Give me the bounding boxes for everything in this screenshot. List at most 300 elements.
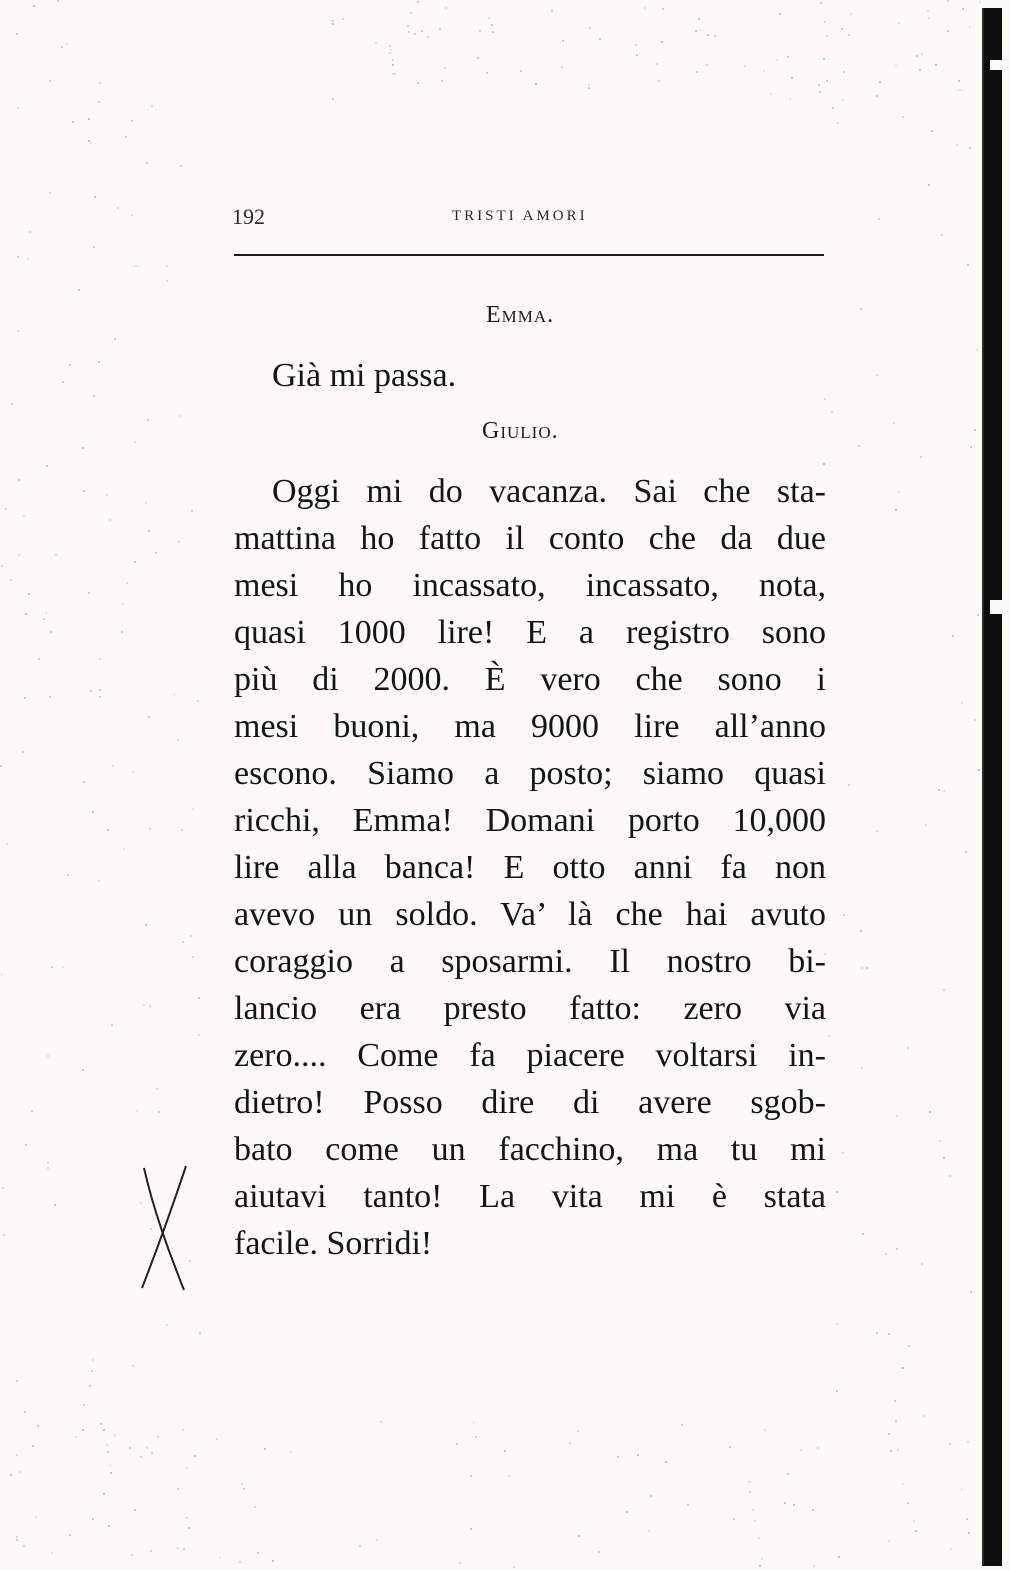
paper-speckle (976, 349, 978, 351)
paper-speckle (477, 57, 479, 59)
page-number: 192 (232, 204, 265, 229)
paper-speckle (18, 479, 20, 481)
paper-speckle (33, 5, 35, 7)
paper-speckle (895, 509, 897, 511)
paper-speckle (197, 700, 199, 702)
paper-speckle (10, 1474, 12, 1476)
paper-speckle (520, 70, 522, 72)
paper-speckle (935, 64, 937, 66)
paper-speckle (779, 13, 781, 15)
paper-speckle (826, 80, 828, 82)
paper-speckle (143, 1004, 145, 1006)
paper-speckle (111, 1024, 113, 1026)
paper-speckle (148, 716, 150, 718)
paper-speckle (166, 265, 168, 267)
paper-speckle (61, 46, 63, 48)
paper-speckle (915, 1530, 917, 1532)
paper-speckle (569, 1442, 571, 1444)
paper-speckle (876, 95, 878, 97)
paper-speckle (376, 1539, 378, 1541)
paper-speckle (158, 1111, 160, 1113)
paper-speckle (427, 36, 429, 38)
paper-speckle (414, 33, 416, 35)
paper-speckle (99, 82, 101, 84)
paper-speckle (974, 719, 976, 721)
paper-speckle (967, 1441, 969, 1443)
paper-speckle (896, 1115, 898, 1117)
paper-speckle (687, 1504, 689, 1506)
paper-speckle (843, 914, 845, 916)
paper-speckle (970, 1291, 972, 1293)
paper-speckle (126, 582, 128, 584)
paper-speckle (131, 214, 133, 216)
paper-speckle (913, 1520, 915, 1522)
paper-speckle (257, 1552, 259, 1554)
paper-speckle (848, 34, 850, 36)
paper-speckle (37, 1425, 39, 1427)
paper-speckle (943, 790, 945, 792)
paper-speckle (648, 1530, 650, 1532)
paper-speckle (149, 1005, 151, 1007)
paper-speckle (637, 1454, 639, 1456)
paper-speckle (862, 1233, 864, 1235)
paper-speckle (459, 1562, 461, 1564)
paper-speckle (150, 1550, 152, 1552)
paper-speckle (956, 144, 958, 146)
paper-speckle (661, 41, 663, 43)
paper-speckle (99, 689, 101, 691)
paper-speckle (535, 83, 537, 85)
dialogue-line: ricchi, Emma! Domani porto 10,000 (234, 802, 826, 839)
paper-speckle (134, 441, 136, 443)
paper-speckle (23, 1545, 25, 1547)
paper-speckle (66, 43, 68, 45)
paper-speckle (90, 142, 92, 144)
paper-speckle (636, 54, 638, 56)
paper-speckle (186, 1517, 188, 1519)
dialogue-line: Oggi mi do vacanza. Sai che sta- (272, 473, 826, 510)
paper-speckle (98, 361, 100, 363)
paper-speckle (243, 1488, 245, 1490)
paper-speckle (828, 1035, 830, 1037)
paper-speckle (179, 415, 181, 417)
paper-speckle (43, 618, 45, 620)
paper-speckle (962, 8, 964, 10)
paper-speckle (836, 1390, 838, 1392)
paper-speckle (62, 966, 64, 968)
paper-speckle (89, 1385, 91, 1387)
paper-speckle (98, 101, 100, 103)
paper-speckle (929, 1111, 931, 1113)
paper-speckle (198, 997, 200, 999)
paper-speckle (979, 1, 981, 3)
paper-speckle (16, 1539, 18, 1541)
paper-speckle (513, 1566, 515, 1568)
paper-speckle (729, 1446, 731, 1448)
paper-speckle (787, 1473, 789, 1475)
paper-speckle (198, 1034, 200, 1036)
dialogue-line: quasi 1000 lire! E a registro sono (234, 614, 826, 651)
handwritten-x-mark (134, 1162, 194, 1292)
paper-speckle (332, 98, 334, 100)
paper-speckle (919, 69, 921, 71)
paper-speckle (108, 1525, 110, 1527)
paper-speckle (241, 1483, 243, 1485)
paper-speckle (151, 1452, 153, 1454)
paper-speckle (16, 1454, 18, 1456)
paper-speckle (134, 561, 136, 563)
paper-speckle (761, 1558, 763, 1560)
paper-speckle (665, 1461, 667, 1463)
paper-speckle (974, 429, 976, 431)
paper-speckle (492, 31, 494, 33)
paper-speckle (819, 91, 821, 93)
paper-speckle (961, 702, 963, 704)
paper-speckle (190, 935, 192, 937)
paper-speckle (24, 697, 26, 699)
paper-speckle (5, 508, 7, 510)
paper-speckle (47, 1162, 49, 1164)
paper-speckle (132, 771, 134, 773)
paper-speckle (823, 463, 825, 465)
paper-speckle (216, 1438, 218, 1440)
paper-speckle (923, 1415, 925, 1417)
paper-speckle (19, 1471, 21, 1473)
paper-speckle (25, 1144, 27, 1146)
paper-speckle (894, 1400, 896, 1402)
paper-speckle (658, 80, 660, 82)
running-head (232, 200, 826, 240)
paper-speckle (823, 58, 825, 60)
paper-speckle (49, 192, 51, 194)
dialogue-line: zero.... Come fa piacere voltarsi in- (234, 1037, 826, 1074)
paper-speckle (82, 1429, 84, 1431)
paper-speckle (488, 17, 490, 19)
paper-speckle (470, 1528, 472, 1530)
paper-speckle (72, 121, 74, 123)
paper-speckle (177, 1547, 179, 1549)
paper-speckle (156, 1088, 158, 1090)
paper-speckle (598, 1551, 600, 1553)
paper-speckle (192, 808, 194, 810)
paper-speckle (55, 554, 57, 556)
paper-speckle (733, 1518, 735, 1520)
paper-speckle (920, 456, 922, 458)
paper-speckle (916, 55, 918, 57)
paper-speckle (681, 1424, 683, 1426)
paper-speckle (838, 1556, 840, 1558)
paper-speckle (902, 116, 904, 118)
paper-speckle (129, 1447, 131, 1449)
paper-speckle (700, 29, 702, 31)
paper-speckle (831, 411, 833, 413)
paper-speckle (188, 1527, 190, 1529)
paper-speckle (456, 1443, 458, 1445)
paper-speckle (754, 1520, 756, 1522)
paper-speckle (109, 519, 111, 521)
paper-speckle (907, 1502, 909, 1504)
paper-speckle (589, 27, 591, 29)
paper-speckle (441, 80, 443, 82)
paper-speckle (180, 165, 182, 167)
paper-speckle (11, 403, 13, 405)
paper-speckle (635, 44, 637, 46)
paper-speckle (793, 1504, 795, 1506)
paper-speckle (57, 0, 59, 2)
dialogue-line: escono. Siamo a posto; siamo quasi (234, 755, 826, 792)
paper-speckle (588, 87, 590, 89)
paper-speckle (131, 120, 133, 122)
paper-speckle (103, 1493, 105, 1495)
paper-speckle (848, 784, 850, 786)
paper-speckle (145, 924, 147, 926)
paper-speckle (173, 693, 175, 695)
paper-speckle (50, 631, 52, 633)
dialogue-line: aiutavi tanto! La vita mi è stata (234, 1178, 826, 1215)
paper-speckle (902, 1367, 904, 1369)
paper-speckle (826, 35, 828, 37)
paper-speckle (879, 81, 881, 83)
paper-speckle (764, 1429, 766, 1431)
paper-speckle (392, 64, 394, 66)
paper-speckle (166, 1324, 168, 1326)
paper-speckle (650, 1495, 652, 1497)
paper-speckle (45, 612, 47, 614)
paper-speckle (473, 1421, 475, 1423)
paper-speckle (392, 59, 394, 61)
paper-speckle (145, 502, 147, 504)
paper-speckle (107, 829, 109, 831)
page-binding-edge (982, 8, 1002, 1566)
paper-speckle (92, 1359, 94, 1361)
paper-speckle (146, 162, 148, 164)
paper-speckle (888, 1333, 890, 1335)
paper-speckle (194, 1455, 196, 1457)
paper-speckle (763, 70, 765, 72)
paper-speckle (93, 246, 95, 248)
paper-speckle (106, 1444, 108, 1446)
paper-speckle (389, 52, 391, 54)
paper-speckle (504, 1450, 506, 1452)
paper-speckle (254, 1506, 256, 1508)
paper-speckle (151, 105, 153, 107)
paper-speckle (35, 1516, 37, 1518)
paper-speckle (114, 338, 116, 340)
paper-speckle (752, 1509, 754, 1511)
paper-speckle (123, 848, 125, 850)
paper-speckle (898, 22, 900, 24)
paper-speckle (183, 1548, 185, 1550)
paper-speckle (28, 593, 30, 595)
dialogue-line: più di 2000. È vero che sono i (234, 661, 826, 698)
paper-speckle (897, 1449, 899, 1451)
paper-speckle (29, 231, 31, 233)
paper-speckle (149, 828, 151, 830)
paper-speckle (967, 264, 969, 266)
paper-speckle (599, 38, 601, 40)
paper-speckle (896, 1248, 898, 1250)
paper-speckle (112, 765, 114, 767)
paper-speckle (696, 71, 698, 73)
paper-speckle (17, 256, 19, 258)
paper-speckle (898, 491, 900, 493)
dialogue-line: dietro! Posso dire di avere sgob- (234, 1084, 826, 1121)
paper-speckle (706, 64, 708, 66)
paper-speckle (707, 34, 709, 36)
paper-speckle (1, 973, 3, 975)
paper-speckle (861, 1067, 863, 1069)
paper-speckle (134, 1509, 136, 1511)
paper-speckle (876, 1332, 878, 1334)
paper-speckle (842, 1152, 844, 1154)
paper-speckle (186, 1467, 188, 1469)
paper-speckle (25, 613, 27, 615)
paper-speckle (182, 1429, 184, 1431)
paper-speckle (776, 59, 778, 61)
paper-speckle (969, 147, 971, 149)
paper-speckle (380, 1421, 382, 1423)
paper-speckle (62, 381, 64, 383)
paper-speckle (23, 515, 25, 517)
paper-speckle (51, 1552, 53, 1554)
paper-speckle (824, 21, 826, 23)
paper-speckle (927, 10, 929, 12)
paper-speckle (181, 829, 183, 831)
paper-speckle (394, 73, 396, 75)
paper-speckle (921, 53, 923, 55)
paper-speckle (199, 1332, 201, 1334)
paper-speckle (876, 830, 878, 832)
paper-speckle (342, 18, 344, 20)
paper-speckle (836, 1323, 838, 1325)
paper-speckle (92, 1518, 94, 1520)
paper-speckle (135, 265, 137, 267)
paper-speckle (122, 603, 124, 605)
paper-speckle (925, 824, 927, 826)
paper-speckle (837, 122, 839, 124)
paper-speckle (938, 789, 940, 791)
paper-speckle (90, 690, 92, 692)
paper-speckle (82, 1069, 84, 1071)
paper-speckle (759, 1565, 761, 1567)
paper-speckle (789, 98, 791, 100)
paper-speckle (947, 0, 949, 2)
paper-speckle (410, 12, 412, 14)
paper-speckle (46, 465, 48, 467)
paper-speckle (965, 851, 967, 853)
paper-speckle (272, 1560, 274, 1562)
paper-speckle (69, 364, 71, 366)
paper-speckle (417, 82, 419, 84)
paper-speckle (832, 107, 834, 109)
paper-speckle (928, 184, 930, 186)
paper-speckle (157, 1436, 159, 1438)
paper-speckle (841, 28, 843, 30)
paper-speckle (114, 1434, 116, 1436)
paper-speckle (943, 989, 945, 991)
paper-speckle (861, 967, 863, 969)
paper-speckle (959, 89, 961, 91)
paper-speckle (818, 84, 820, 86)
paper-speckle (182, 941, 184, 943)
paper-speckle (656, 63, 658, 65)
paper-speckle (17, 330, 19, 332)
paper-speckle (817, 1447, 819, 1449)
paper-speckle (264, 1448, 266, 1450)
paper-speckle (952, 635, 954, 637)
paper-speckle (148, 530, 150, 532)
paper-speckle (103, 1429, 105, 1431)
paper-speckle (83, 1404, 85, 1406)
paper-speckle (16, 1536, 18, 1538)
paper-speckle (99, 696, 101, 698)
paper-speckle (92, 811, 94, 813)
paper-speckle (132, 1365, 134, 1367)
paper-speckle (966, 1518, 968, 1520)
paper-speckle (812, 1509, 814, 1511)
paper-speckle (0, 765, 2, 767)
paper-speckle (695, 30, 697, 32)
paper-speckle (93, 395, 95, 397)
paper-speckle (24, 1411, 26, 1413)
paper-speckle (820, 2, 822, 4)
paper-speckle (714, 35, 716, 37)
paper-speckle (561, 66, 563, 68)
paper-speckle (444, 67, 446, 69)
paper-speckle (192, 956, 194, 958)
paper-speckle (1, 565, 3, 567)
paper-speckle (177, 1488, 179, 1490)
paper-speckle (91, 1370, 93, 1372)
paper-speckle (842, 99, 844, 101)
paper-speckle (27, 258, 29, 260)
paper-speckle (791, 77, 793, 79)
paper-speckle (100, 1423, 102, 1425)
paper-speckle (508, 1475, 510, 1477)
paper-speckle (146, 1447, 148, 1449)
paper-speckle (588, 84, 590, 86)
header-rule (234, 254, 824, 256)
paper-speckle (787, 56, 789, 58)
paper-speckle (470, 1475, 472, 1477)
paper-speckle (843, 71, 845, 73)
paper-speckle (931, 130, 933, 132)
paper-speckle (375, 42, 377, 44)
paper-speckle (88, 118, 90, 120)
paper-speckle (407, 25, 409, 27)
paper-speckle (858, 445, 860, 447)
paper-speckle (69, 1534, 71, 1536)
paper-speckle (140, 1456, 142, 1458)
paper-speckle (950, 1548, 952, 1550)
dialogue-line: mattina ho fatto il conto che da due (234, 520, 826, 557)
paper-speckle (51, 966, 53, 968)
paper-speckle (421, 30, 423, 32)
paper-speckle (98, 880, 100, 882)
paper-speckle (219, 1557, 221, 1559)
dialogue-line: avevo un soldo. Va’ là che hai avuto (234, 896, 826, 933)
paper-speckle (38, 658, 40, 660)
paper-speckle (878, 218, 880, 220)
paper-speckle (94, 196, 96, 198)
paper-speckle (290, 1451, 292, 1453)
dialogue-line: bato come un facchino, ma tu mi (234, 1131, 826, 1168)
paper-speckle (131, 1554, 133, 1556)
paper-speckle (2, 1187, 4, 1189)
paper-speckle (958, 80, 960, 82)
paper-speckle (824, 398, 826, 400)
paper-speckle (49, 80, 51, 82)
